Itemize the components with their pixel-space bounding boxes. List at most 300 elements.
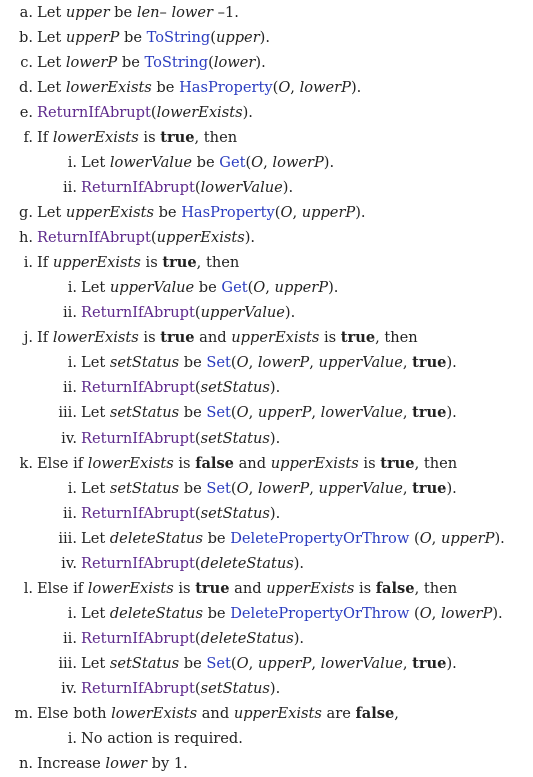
variable: upper — [215, 29, 260, 47]
step-marker: ii. — [63, 629, 77, 647]
variable: lowerExists — [156, 104, 243, 122]
spec-link[interactable]: ToString — [146, 29, 211, 47]
variable: upperValue — [200, 304, 285, 322]
step-fragment: , then — [414, 579, 458, 597]
variable: O — [280, 204, 293, 222]
keyword-value: true — [195, 579, 230, 597]
spec-link[interactable]: Set — [206, 654, 231, 672]
algorithm-step — [0, 626, 533, 651]
spec-link[interactable]: ReturnIfAbrupt — [81, 429, 195, 447]
variable: upperExists — [52, 254, 141, 272]
algorithm-step — [0, 250, 533, 275]
step-text — [81, 300, 295, 325]
step-fragment: ). — [269, 679, 281, 697]
keyword-value: false — [355, 704, 395, 722]
variable: setStatus — [109, 654, 180, 672]
step-marker: i. — [67, 354, 77, 372]
step-marker: j. — [23, 329, 33, 347]
step-text — [37, 325, 418, 350]
step-fragment: , — [311, 654, 321, 672]
variable: deleteStatus — [200, 629, 294, 647]
step-fragment: ( — [274, 204, 281, 222]
spec-link[interactable]: HasProperty — [181, 204, 275, 222]
algorithm-step — [0, 125, 533, 150]
variable: lowerValue — [109, 154, 193, 172]
step-fragment: be — [194, 279, 222, 297]
step-fragment: , — [248, 404, 258, 422]
step-marker: iv. — [61, 554, 77, 572]
step-fragment: ). — [269, 429, 281, 447]
variable: setStatus — [109, 479, 180, 497]
step-fragment: Let — [81, 604, 110, 622]
step-marker: b. — [19, 29, 33, 47]
spec-link[interactable]: ReturnIfAbrupt — [81, 379, 195, 397]
step-fragment: , then — [414, 454, 458, 472]
step-fragment: be — [179, 479, 207, 497]
step-fragment: , — [309, 479, 319, 497]
step-text — [37, 0, 239, 25]
step-fragment: –1. — [213, 4, 239, 21]
keyword-value: true — [340, 329, 376, 347]
variable: upperExists — [266, 579, 355, 597]
step-fragment: and — [197, 704, 234, 722]
algorithm-step — [0, 100, 533, 125]
step-fragment: , — [311, 404, 321, 422]
step-fragment: is — [354, 579, 376, 597]
variable: upperP — [65, 29, 120, 47]
step-marker: k. — [19, 454, 33, 472]
spec-link[interactable]: ReturnIfAbrupt — [81, 179, 195, 197]
step-text — [81, 626, 304, 651]
algorithm-step — [0, 751, 533, 776]
step-fragment: ). — [269, 504, 281, 522]
step-fragment: Let — [81, 654, 110, 672]
step-text — [37, 751, 188, 776]
step-fragment: If — [37, 254, 53, 272]
step-marker: ii. — [63, 304, 77, 322]
step-text — [37, 576, 457, 601]
spec-link[interactable]: DeletePropertyOrThrow — [230, 529, 410, 547]
algorithm-step — [0, 551, 533, 576]
step-text — [81, 476, 457, 501]
step-text — [81, 150, 334, 175]
step-text — [37, 100, 253, 125]
variable: lowerValue — [320, 404, 403, 422]
variable: upperExists — [270, 454, 359, 472]
step-fragment: is — [319, 329, 341, 347]
step-fragment: be — [119, 29, 147, 47]
variable: O — [278, 79, 291, 97]
step-fragment: ( — [230, 354, 237, 372]
algorithm-step — [0, 375, 533, 400]
step-fragment: If — [37, 329, 53, 347]
step-marker: i. — [67, 604, 77, 622]
step-marker: f. — [23, 129, 33, 147]
step-marker: iv. — [61, 429, 77, 447]
step-fragment: Let — [81, 354, 110, 372]
step-text — [37, 451, 457, 476]
variable: lowerP — [299, 79, 351, 97]
step-fragment: ). — [255, 54, 266, 72]
step-fragment: ). — [284, 304, 296, 322]
step-fragment: , then — [196, 254, 240, 272]
step-marker: iii. — [58, 404, 77, 422]
keyword-value: true — [412, 479, 447, 497]
algorithm-step — [0, 601, 533, 626]
algorithm-step — [0, 200, 533, 225]
step-marker: ii. — [63, 179, 77, 197]
step-fragment: ). — [242, 104, 253, 122]
step-fragment: , — [431, 529, 441, 547]
algorithm-step — [0, 225, 533, 250]
variable: upperP — [301, 204, 356, 222]
spec-link[interactable]: ReturnIfAbrupt — [81, 679, 195, 697]
spec-link[interactable]: ReturnIfAbrupt — [81, 504, 195, 522]
step-fragment: ). — [259, 29, 271, 47]
step-fragment: ). — [323, 154, 335, 172]
algorithm-step — [0, 150, 533, 175]
step-fragment: ). — [328, 279, 339, 297]
step-fragment: , — [292, 204, 302, 222]
step-fragment: is — [140, 254, 163, 272]
step-fragment: ). — [446, 404, 457, 422]
step-text — [81, 726, 243, 751]
step-fragment: Increase — [37, 754, 106, 772]
spec-link[interactable]: ReturnIfAbrupt — [81, 629, 195, 647]
step-fragment: – — [159, 4, 172, 21]
step-fragment: be — [179, 404, 207, 422]
variable: O — [419, 529, 432, 547]
variable: setStatus — [200, 429, 270, 447]
algorithm-step — [0, 25, 533, 50]
spec-link[interactable]: ReturnIfAbrupt — [81, 304, 195, 322]
variable: upperValue — [318, 354, 403, 372]
step-marker: i. — [67, 154, 77, 172]
step-fragment: , — [248, 479, 258, 497]
variable: setStatus — [109, 404, 180, 422]
algorithm-step — [0, 175, 533, 200]
step-fragment: be — [202, 604, 231, 622]
variable: lowerExists — [87, 454, 174, 472]
variable: lower — [171, 4, 214, 21]
step-fragment: ( — [409, 529, 420, 547]
step-marker: iv. — [61, 679, 77, 697]
keyword-value: true — [412, 404, 447, 422]
keyword-value: false — [375, 579, 415, 597]
variable: lowerP — [257, 354, 310, 372]
step-text — [81, 400, 457, 425]
step-fragment: ( — [194, 379, 201, 397]
variable: setStatus — [109, 354, 180, 372]
step-fragment: ). — [269, 379, 281, 397]
step-text — [37, 250, 239, 275]
step-fragment: , — [402, 654, 413, 672]
step-text — [81, 275, 338, 300]
keyword-value: true — [160, 329, 195, 347]
step-fragment: ( — [230, 654, 237, 672]
variable: lowerExists — [111, 704, 198, 722]
step-text — [81, 526, 505, 551]
step-fragment: ( — [150, 229, 157, 247]
step-marker: h. — [18, 229, 33, 247]
step-text — [81, 551, 304, 576]
step-fragment: If — [37, 129, 53, 147]
variable: upper — [65, 4, 110, 21]
step-text — [37, 701, 399, 726]
algorithm-step — [0, 476, 533, 501]
variable: O — [253, 279, 266, 297]
step-fragment: Let — [81, 479, 110, 497]
variable: upperExists — [231, 329, 320, 347]
step-text — [37, 75, 361, 100]
variable: upperExists — [65, 204, 154, 222]
step-fragment: ( — [194, 429, 201, 447]
algorithm-step — [0, 75, 533, 100]
algorithm-step — [0, 50, 533, 75]
variable: O — [236, 404, 249, 422]
step-marker: n. — [18, 754, 33, 772]
step-marker: g. — [19, 204, 33, 222]
step-text — [37, 125, 237, 150]
step-fragment: be — [179, 354, 207, 372]
step-fragment: ). — [492, 604, 503, 622]
step-text — [37, 25, 270, 50]
step-fragment: ( — [272, 79, 279, 97]
step-fragment: Let — [37, 204, 66, 222]
step-fragment: be — [202, 529, 231, 547]
step-fragment: is — [358, 454, 381, 472]
keyword-value: true — [162, 254, 197, 272]
step-fragment: and — [233, 454, 271, 472]
step-fragment: , — [402, 479, 413, 497]
step-fragment: ). — [446, 479, 457, 497]
step-fragment: are — [321, 704, 356, 722]
step-fragment: , then — [375, 329, 418, 347]
variable: deleteStatus — [109, 529, 203, 547]
algorithm-step — [0, 501, 533, 526]
step-fragment: be — [192, 154, 220, 172]
variable: len — [136, 4, 160, 21]
spec-link[interactable]: ReturnIfAbrupt — [37, 229, 151, 247]
variable: lowerP — [65, 54, 118, 72]
step-fragment: ( — [194, 304, 201, 322]
step-fragment: Let — [37, 4, 66, 21]
step-text — [81, 651, 457, 676]
spec-link[interactable]: ReturnIfAbrupt — [81, 554, 195, 572]
step-marker: l. — [23, 579, 33, 597]
spec-link[interactable]: Get — [219, 154, 246, 172]
variable: lowerExists — [65, 79, 152, 97]
step-fragment: and — [194, 329, 232, 347]
step-marker: a. — [19, 4, 33, 21]
variable: upperP — [257, 404, 312, 422]
variable: O — [236, 354, 249, 372]
step-fragment: Else if — [37, 454, 88, 472]
step-fragment: ( — [245, 154, 252, 172]
step-fragment: , — [402, 354, 413, 372]
spec-link[interactable]: ReturnIfAbrupt — [37, 104, 151, 122]
step-fragment: ( — [208, 54, 214, 72]
step-fragment: be — [151, 79, 180, 97]
step-fragment: , then — [194, 129, 238, 147]
step-fragment: ( — [230, 479, 237, 497]
step-fragment: , — [290, 79, 300, 97]
step-marker: i. — [67, 479, 77, 497]
step-marker: iii. — [58, 654, 77, 672]
step-fragment: Let — [81, 154, 110, 172]
step-marker: i. — [23, 254, 33, 272]
algorithm-step — [0, 676, 533, 701]
step-fragment: Let — [81, 404, 110, 422]
algorithm-step — [0, 526, 533, 551]
step-text — [81, 601, 503, 626]
step-fragment: Let — [81, 529, 110, 547]
step-fragment: ). — [446, 354, 457, 372]
step-marker: i. — [67, 279, 77, 297]
algorithm-step — [0, 0, 533, 25]
step-fragment: No action is required. — [81, 729, 243, 747]
step-fragment: ). — [282, 179, 294, 197]
step-text — [81, 501, 280, 526]
variable: lowerExists — [87, 579, 174, 597]
algorithm-step — [0, 651, 533, 676]
step-marker: iii. — [58, 529, 77, 547]
step-fragment: be — [117, 54, 145, 72]
step-fragment: , — [263, 154, 273, 172]
variable: lowerP — [257, 479, 310, 497]
spec-link[interactable]: Set — [206, 404, 231, 422]
step-fragment: , — [309, 354, 319, 372]
step-marker: i. — [67, 729, 77, 747]
variable: lowerP — [272, 154, 324, 172]
variable: O — [419, 604, 432, 622]
step-fragment: ( — [150, 104, 157, 122]
spec-link[interactable]: DeletePropertyOrThrow — [230, 604, 410, 622]
step-fragment: ). — [446, 654, 457, 672]
step-text — [81, 175, 293, 200]
variable: O — [236, 654, 249, 672]
step-fragment: ( — [409, 604, 420, 622]
step-text — [81, 676, 280, 701]
spec-link[interactable]: Get — [221, 279, 248, 297]
step-fragment: , — [402, 404, 413, 422]
step-fragment: ). — [494, 529, 505, 547]
step-fragment: is — [173, 579, 196, 597]
variable: O — [236, 479, 249, 497]
step-fragment: Else both — [37, 704, 112, 722]
step-marker: ii. — [63, 504, 77, 522]
step-fragment: , — [248, 354, 258, 372]
variable: deleteStatus — [200, 554, 294, 572]
keyword-value: true — [380, 454, 415, 472]
step-fragment: ( — [247, 279, 254, 297]
step-fragment: , — [265, 279, 275, 297]
algorithm-step — [0, 451, 533, 476]
variable: upperP — [274, 279, 329, 297]
step-fragment: , — [248, 654, 258, 672]
step-marker: e. — [19, 104, 33, 122]
step-fragment: be — [179, 654, 207, 672]
variable: upperExists — [156, 229, 245, 247]
keyword-value: true — [412, 354, 447, 372]
algorithm-step — [0, 350, 533, 375]
step-fragment: Let — [81, 279, 110, 297]
spec-link[interactable]: HasProperty — [179, 79, 273, 97]
step-fragment: is — [138, 129, 161, 147]
step-text — [37, 50, 266, 75]
algorithm-step — [0, 325, 533, 350]
variable: deleteStatus — [109, 604, 203, 622]
step-text — [81, 426, 280, 451]
algorithm-step — [0, 426, 533, 451]
step-marker: m. — [14, 704, 33, 722]
step-fragment: be — [153, 204, 182, 222]
variable: lowerExists — [52, 129, 139, 147]
step-fragment: and — [229, 579, 267, 597]
step-fragment: ( — [194, 179, 201, 197]
spec-link[interactable]: Set — [206, 354, 231, 372]
variable: O — [251, 154, 264, 172]
algorithm-step — [0, 576, 533, 601]
step-marker: c. — [20, 54, 33, 72]
variable: upperValue — [318, 479, 403, 497]
variable: setStatus — [200, 679, 270, 697]
step-fragment: ). — [350, 79, 362, 97]
keyword-value: true — [160, 129, 195, 147]
step-text — [37, 200, 366, 225]
algorithm-step — [0, 400, 533, 425]
step-fragment: by 1. — [146, 754, 188, 772]
step-fragment: ( — [210, 29, 216, 47]
algorithm-step — [0, 726, 533, 751]
variable: upperValue — [109, 279, 195, 297]
step-fragment: ). — [293, 554, 305, 572]
step-fragment: ( — [194, 504, 201, 522]
spec-link[interactable]: Set — [206, 479, 231, 497]
variable: upperP — [257, 654, 312, 672]
variable: lower — [105, 754, 147, 772]
algorithm-step — [0, 701, 533, 726]
step-fragment: ( — [230, 404, 237, 422]
variable: setStatus — [200, 379, 270, 397]
step-fragment: ( — [194, 554, 201, 572]
step-fragment: be — [109, 4, 137, 21]
step-fragment: ( — [194, 679, 201, 697]
step-text — [81, 350, 457, 375]
step-fragment: Let — [37, 54, 66, 72]
algorithm-step — [0, 275, 533, 300]
variable: lowerP — [440, 604, 493, 622]
step-fragment: is — [138, 329, 161, 347]
step-text — [81, 375, 280, 400]
variable: lower — [213, 54, 256, 72]
step-fragment: ). — [355, 204, 366, 222]
variable: lowerValue — [200, 179, 283, 197]
variable: lowerExists — [52, 329, 139, 347]
step-fragment: is — [173, 454, 196, 472]
step-text — [37, 225, 255, 250]
variable: upperExists — [233, 704, 322, 722]
variable: upperP — [440, 529, 495, 547]
step-fragment: , — [394, 704, 399, 722]
algorithm-step — [0, 300, 533, 325]
step-fragment: ). — [293, 629, 305, 647]
variable: setStatus — [200, 504, 270, 522]
step-fragment: , — [431, 604, 441, 622]
step-marker: d. — [19, 79, 33, 97]
spec-link[interactable]: ToString — [144, 54, 209, 72]
keyword-value: false — [195, 454, 234, 472]
